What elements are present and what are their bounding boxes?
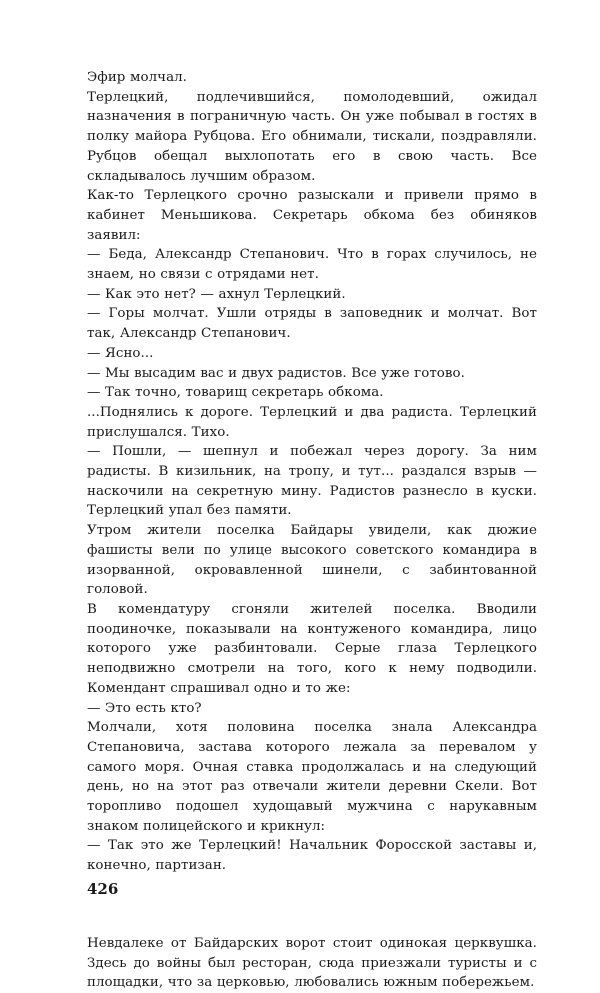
paragraph: — Горы молчат. Ушли отряды в заповедник и молчат. Вот так, Александр Степанович. [87,306,537,342]
paragraph: Терлецкий, подлечившийся, помолодевший, ожидал назначения в пограничную часть. Он уже побывал в гостях в полку майора Рубцова. Его обнимали, тискали, поздравляли. Рубцов обещал выхлопотать его в свою часть. Все складывалось лучшим образом. [87,89,537,184]
page-body [87,68,537,993]
paragraph: — Это есть кто? [87,700,202,716]
page-number: 426 [87,880,119,898]
paragraph: Невдалеке от Байдарских ворот стоит одинокая церквушка. Здесь до войны был ресторан, сюда приезжали туристы и с площадки, что за церковью, любовались южным побережьем. [87,935,537,991]
paragraph: Эфир молчал. [87,70,187,85]
paragraph: Как-то Терлецкого срочно разыскали и привели прямо в кабинет Меньшикова. Секретарь обкома без обиняков заявил: [87,188,537,243]
paragraph: — Как это нет? — ахнул Терлецкий. [87,286,346,302]
section-break [87,876,537,934]
paragraph: — Мы высадим вас и двух радистов. Все уже готово. [87,365,465,381]
paragraph: — Беда, Александр Степанович. Что в горах случилось, не знаем, но связи с отрядами нет. [87,247,537,283]
paragraph: — Ясно... [87,345,154,361]
paragraph: — Так это же Терлецкий! Начальник Форосской заставы и, конечно, партизан. [87,838,537,874]
paragraph: — Так точно, товарищ секретарь обкома. [87,385,384,401]
paragraph: Утром жители поселка Байдары увидели, как дюжие фашисты вели по улице высокого советского командира в изорванной, окровавленной шинели, с забинтованной головой. [87,523,537,598]
paragraph: В комендатуру сгоняли жителей поселка. Вводили поодиночке, показывали на контуженого командира, лицо которого уже разбинтовали. Серые глаза Терлецкого неподвижно смотрели на того, кого к нему подводили. Комендант спрашивал одно и то же: [87,601,537,696]
paragraph: Молчали, хотя половина поселка знала Александра Степановича, застава которого лежала за перевалом у самого моря. Очная ставка продолжалась и на следующий день, но на этот раз отвечали жители деревни Скели. Вот торопливо подошел худощавый мужчина с нарукавным знаком полицейского и крикнул: [87,720,537,834]
paragraph: — Пошли, — шепнул и побежал через дорогу. За ним радисты. В кизильник, на тропу, и тут... раздался взрыв — наскочили на секретную мину. Радистов разнесло в куски. Терлецкий упал без памяти. [87,444,537,519]
paragraph: ...Поднялись к дороге. Терлецкий и два радиста. Терлецкий прислушался. Тихо. [87,404,537,440]
